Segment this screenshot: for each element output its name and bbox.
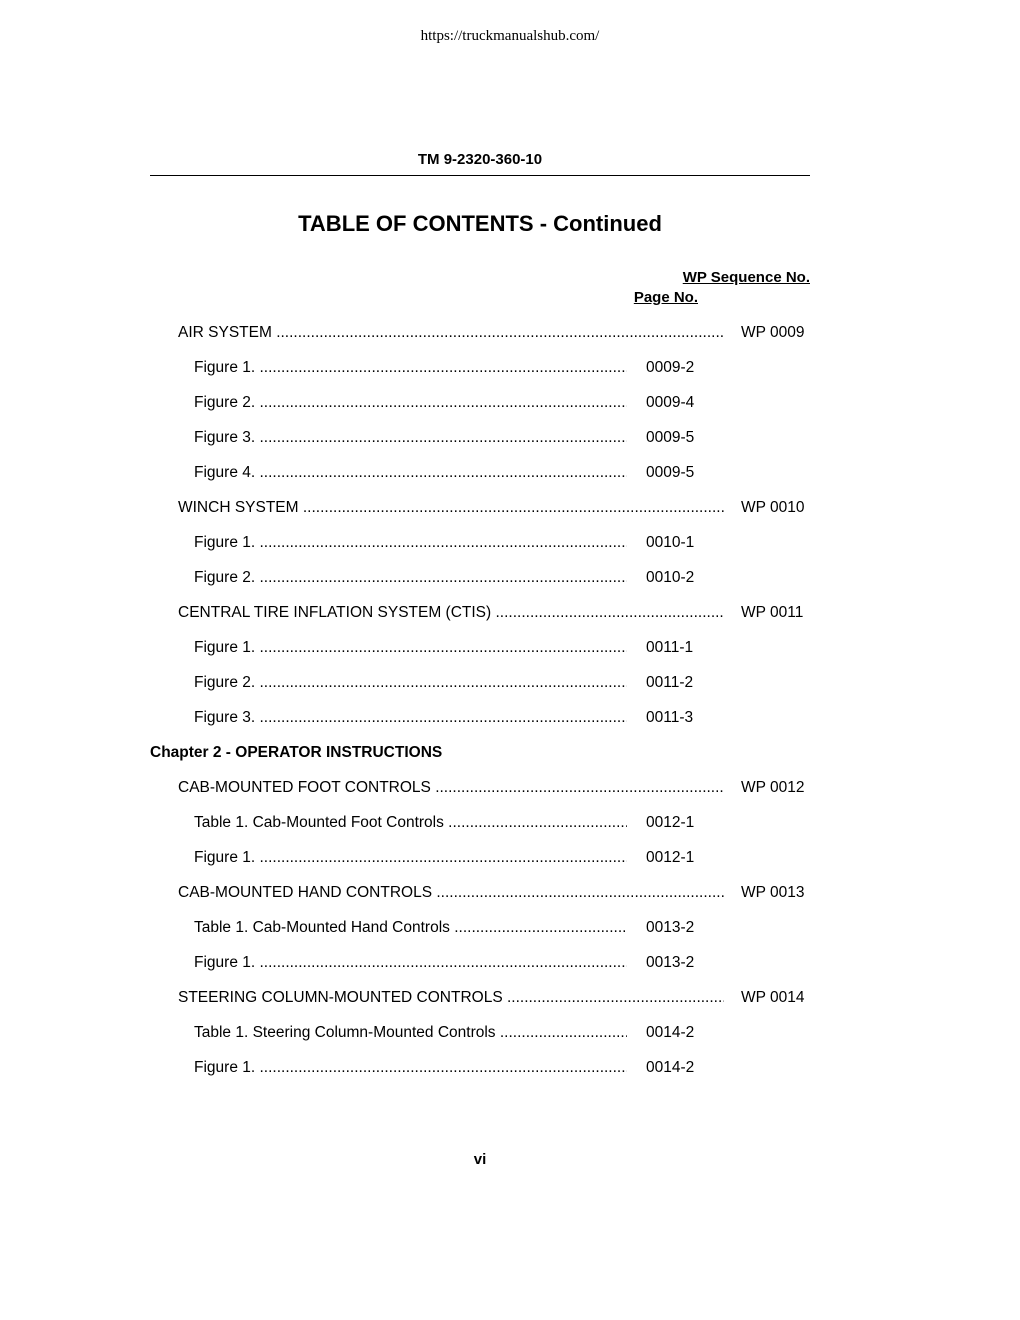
toc-entry [0,673,1020,693]
toc-entry [0,358,1020,378]
toc-entry-page-number: 0011-1 [646,639,694,656]
toc-entry [0,533,1020,553]
toc-entry-wp-number: WP 0011 [741,604,804,621]
toc-entry [0,603,1020,623]
wp-sequence-header: WP Sequence No. [682,269,810,286]
toc-entry-label: STEERING COLUMN-MOUNTED CONTROLS ..... [178,988,724,1008]
toc-entry [0,498,1020,518]
toc-entry [0,463,1020,483]
toc-entry-page-number: 0009-2 [646,359,695,376]
toc-entry-label: Chapter 2 - OPERATOR INSTRUCTIONS [150,744,443,761]
page-number: vi [473,1151,487,1168]
toc-entry [0,1058,1020,1078]
toc-entry-page-number: 0010-2 [646,569,695,586]
toc-entry-label: WINCH SYSTEM ..... [178,498,724,518]
toc-entry-page-number: 0013-2 [646,919,695,936]
toc-entry-label: Figure 2. ..... [194,393,627,413]
toc-entry-label: CENTRAL TIRE INFLATION SYSTEM (CTIS) ..... [178,603,724,623]
toc-entry-label: Figure 4. ..... [194,463,627,483]
toc-entry [0,1023,1020,1043]
page-title: TABLE OF CONTENTS - Continued [298,211,662,236]
toc-entry-label: Figure 2. ..... [194,673,627,693]
page-no-header: Page No. [633,289,698,306]
toc-entry-label: Figure 1. ..... [194,848,627,868]
tm-number: TM 9-2320-360-10 [417,151,543,168]
toc-entry-page-number: 0009-4 [646,394,695,411]
toc-entry-label: Figure 1. ..... [194,533,627,553]
chapter-heading [0,743,1020,763]
toc-entry-page-number: 0012-1 [646,849,695,866]
toc-entry-label: Figure 1. ..... [194,953,627,973]
toc-entry [0,918,1020,938]
toc-entry-page-number: 0010-1 [646,534,695,551]
toc-entry [0,778,1020,798]
toc-entry-page-number: 0009-5 [646,464,695,481]
toc-entry [0,883,1020,903]
toc-entry [0,813,1020,833]
toc-entry-label: CAB-MOUNTED HAND CONTROLS ..... [178,883,724,903]
toc-entry [0,428,1020,448]
toc-entry-wp-number: WP 0012 [741,779,805,796]
toc-entry-label: Table 1. Cab-Mounted Hand Controls ..... [194,918,627,938]
toc-entry-page-number: 0012-1 [646,814,695,831]
toc-entry-label: Figure 2. ..... [194,568,627,588]
toc-entry-page-number: 0011-2 [646,674,694,691]
toc-entry [0,393,1020,413]
toc-entry-wp-number: WP 0014 [741,989,805,1006]
toc-entry-label: Figure 1. ..... [194,1058,627,1078]
toc-entry [0,988,1020,1008]
toc-entry-wp-number: WP 0009 [741,324,805,341]
toc-entry-wp-number: WP 0010 [741,499,805,516]
toc-entry [0,708,1020,728]
toc-entry [0,638,1020,658]
toc-entry-label: Figure 1. ..... [194,638,627,658]
toc-entry-page-number: 0011-3 [646,709,694,726]
toc-entry [0,568,1020,588]
toc-entry-label: Figure 3. ..... [194,428,627,448]
toc-entry [0,848,1020,868]
toc-entry-page-number: 0013-2 [646,954,695,971]
toc-entry-label: AIR SYSTEM ..... [178,323,724,343]
source-url: https://truckmanualshub.com/ [420,28,600,44]
header-rule [150,175,810,176]
toc-entry-label: Table 1. Cab-Mounted Foot Controls ..... [194,813,627,833]
toc-entry-label: Figure 3. ..... [194,708,627,728]
toc-entry-page-number: 0014-2 [646,1024,695,1041]
toc-entry-label: Table 1. Steering Column-Mounted Controls ..... [194,1023,627,1043]
toc-entry [0,323,1020,343]
toc-entry-label: Figure 1. ..... [194,358,627,378]
toc-entry-label: CAB-MOUNTED FOOT CONTROLS ..... [178,778,724,798]
toc-entry-page-number: 0009-5 [646,429,695,446]
toc-entry-wp-number: WP 0013 [741,884,805,901]
toc-entry [0,953,1020,973]
toc-entry-page-number: 0014-2 [646,1059,695,1076]
